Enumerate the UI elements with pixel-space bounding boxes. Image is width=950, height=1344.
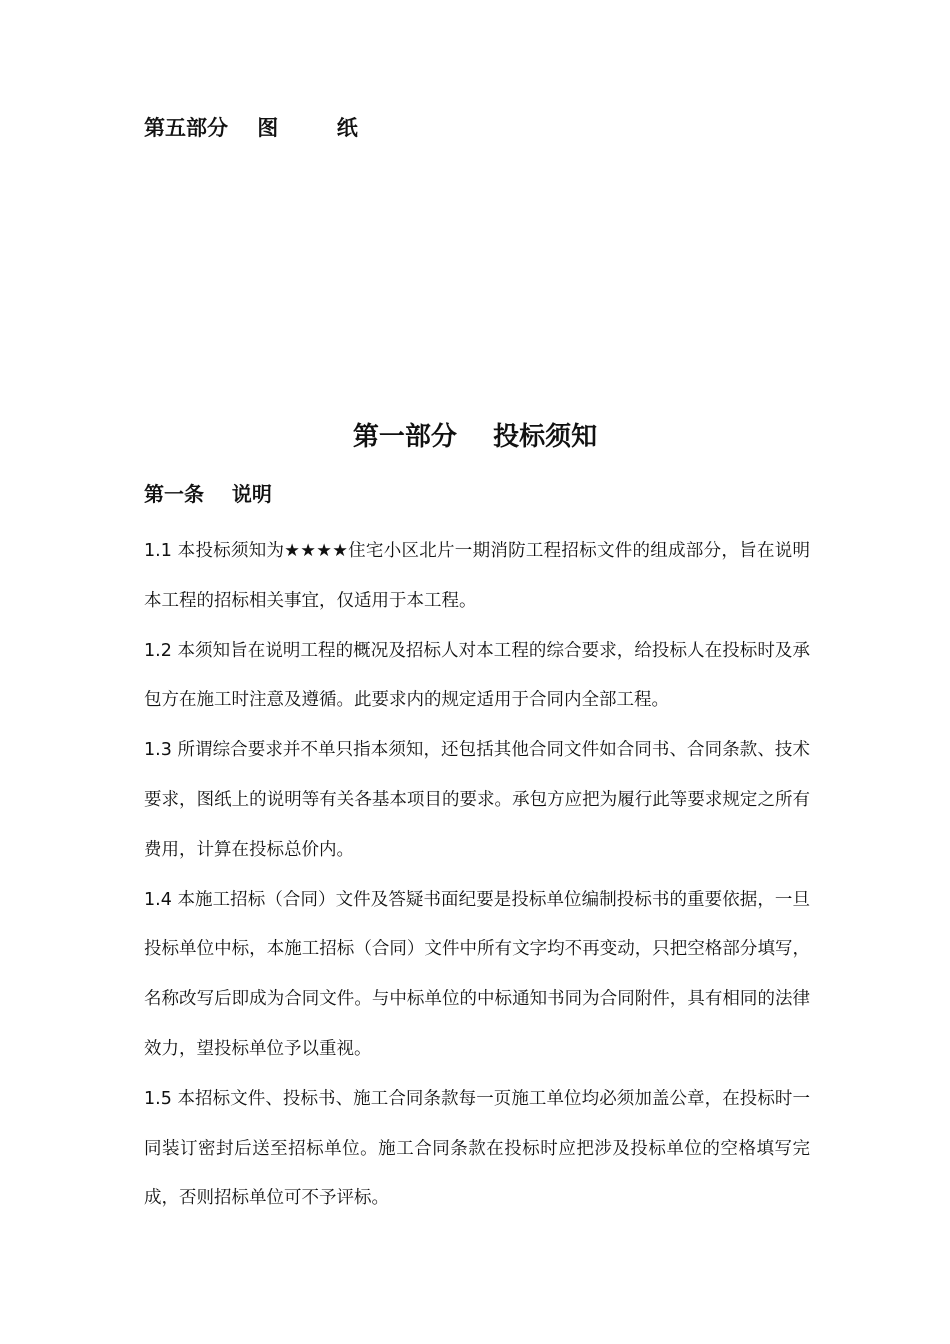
paragraph-1-1: 1.1 本投标须知为★★★★住宅小区北片一期消防工程招标文件的组成部分，旨在说明本工程的招标相关事宜，仅适用于本工程。 [144, 541, 810, 611]
paragraph-1-4: 1.4 本施工招标（合同）文件及答疑书面纪要是投标单位编制投标书的重要依据，一旦投标单位中标，本施工招标（合同）文件中所有文字均不再变动，只把空格部分填写，名称改写后即成为合同文件。与中标单位的中标通知书同为合同附件，具有相同的法律效力，望投标单位予以重视。 [144, 889, 810, 1059]
part-five-heading: 第五部分 图 纸 [144, 116, 358, 140]
part-one-heading: 第一部分 投标须知 [352, 422, 598, 452]
article-one-heading: 第一条 说明 [144, 482, 272, 506]
article-body [144, 527, 810, 1224]
paragraph-1-2: 1.2 本须知旨在说明工程的概况及招标人对本工程的综合要求，给投标人在投标时及承包方在施工时注意及遵循。此要求内的规定适用于合同内全部工程。 [144, 640, 810, 711]
paragraph-1-3: 1.3 所谓综合要求并不单只指本须知，还包括其他合同文件如合同书、合同条款、技术要求，图纸上的说明等有关各基本项目的要求。承包方应把为履行此等要求规定之所有费用，计算在投标总价内。 [144, 740, 810, 860]
paragraph-1-5: 1.5 本招标文件、投标书、施工合同条款每一页施工单位均必须加盖公章，在投标时一同装订密封后送至招标单位。施工合同条款在投标时应把涉及投标单位的空格填写完成，否则招标单位可不予评标。 [144, 1088, 810, 1209]
